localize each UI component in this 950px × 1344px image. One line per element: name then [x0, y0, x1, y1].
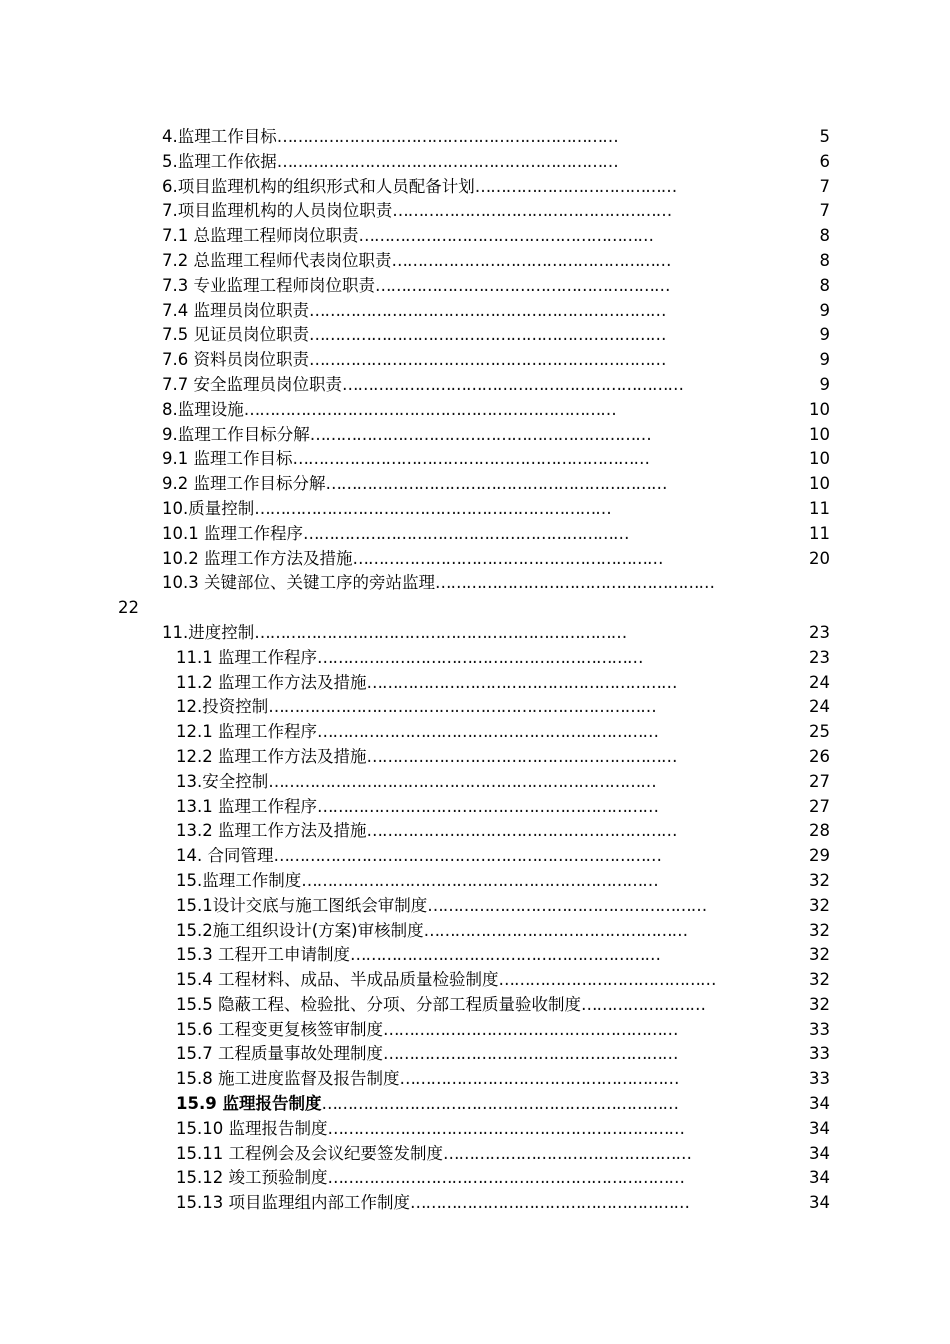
- toc-page-number: 6: [819, 151, 830, 171]
- toc-entry-title: [162, 348, 666, 373]
- toc-entry-title: [176, 720, 658, 745]
- toc-entry[interactable]: [0, 348, 950, 373]
- toc-entry-title: [162, 447, 649, 472]
- toc-page-number: 9: [819, 325, 830, 345]
- toc-entry-title: [162, 472, 667, 497]
- toc-leader-dots: ……………………………………………………………: [309, 325, 666, 345]
- toc-entry-title: [176, 919, 687, 944]
- toc-page-number: 23: [809, 647, 830, 667]
- toc-entry-label: 15.8 施工进度监督及报告制度: [176, 1069, 400, 1089]
- toc-entry[interactable]: [0, 968, 950, 993]
- toc-entry[interactable]: [0, 1142, 950, 1167]
- toc-leader-dots: ………………………………………………: [392, 201, 672, 221]
- toc-leader-dots: ………………………………………………: [434, 573, 714, 593]
- toc-entry-label: 13.安全控制: [176, 771, 269, 791]
- toc-entry[interactable]: [0, 646, 950, 671]
- toc-entry[interactable]: [0, 1042, 950, 1067]
- toc-leader-dots: ……………………………………………: [423, 920, 688, 940]
- toc-entry-title: [162, 199, 671, 224]
- toc-entry-label: 7.4 监理员岗位职责: [162, 300, 309, 320]
- toc-entry-label: 12.1 监理工作程序: [176, 722, 317, 742]
- toc-entry-title: [162, 249, 671, 274]
- toc-page-number: 24: [809, 672, 830, 692]
- toc-entry-title: [176, 1018, 677, 1043]
- toc-leader-dots: ……………………………………………………: [366, 672, 677, 692]
- toc-entry-title: [176, 1166, 684, 1191]
- toc-page-number: 34: [809, 1193, 830, 1213]
- toc-entry-title: [176, 671, 676, 696]
- toc-leader-dots: ……………………………………………………: [352, 548, 663, 568]
- toc-page-number: 5: [819, 127, 830, 146]
- toc-leader-dots: …………………………………………………………………: [268, 697, 656, 717]
- toc-leader-dots: ………………………………………………………………: [254, 622, 627, 642]
- toc-entry-title: [176, 1042, 677, 1067]
- toc-page-number: 32: [809, 895, 830, 915]
- toc-entry-title: [176, 745, 676, 770]
- toc-entry[interactable]: [0, 1191, 950, 1216]
- toc-leader-dots: …………………………………………: [442, 1143, 691, 1163]
- toc-entry[interactable]: [0, 720, 950, 745]
- toc-entry[interactable]: [0, 894, 950, 919]
- toc-entry[interactable]: [0, 621, 950, 646]
- toc-leader-dots: ……………………………………………………………: [309, 350, 666, 370]
- toc-entry-title: [176, 1142, 691, 1167]
- toc-entry[interactable]: [0, 571, 950, 596]
- toc-leader-dots: …………………………………………………………: [309, 424, 651, 444]
- toc-page-number: 11: [809, 498, 830, 518]
- toc-leader-dots: ……………………: [580, 994, 705, 1014]
- toc-entry-title: [162, 150, 618, 175]
- toc-entry[interactable]: [0, 522, 950, 547]
- toc-leader-dots: ………………………………………………: [399, 1069, 679, 1089]
- toc-leader-dots: ……………………………………………………………: [327, 1118, 684, 1138]
- toc-leader-dots: ……………………………………………………: [366, 746, 677, 766]
- toc-entry[interactable]: [0, 497, 950, 522]
- toc-entry-label: 15.11 工程例会及会议纪要签发制度: [176, 1143, 443, 1163]
- toc-entry-label: 15.10 监理报告制度: [176, 1118, 328, 1138]
- toc-page-number: 33: [809, 1069, 830, 1089]
- toc-leader-dots: ……………………………………: [498, 970, 716, 990]
- toc-entry-label: 15.9 监理报告制度: [176, 1094, 322, 1114]
- toc-leader-dots: …………………………………………………: [382, 1019, 678, 1039]
- toc-page-number: 8: [819, 250, 830, 270]
- toc-page-number: 24: [809, 697, 830, 717]
- toc-leader-dots: …………………………………………………: [358, 226, 653, 246]
- toc-leader-dots: ………………………………………………: [391, 250, 671, 270]
- toc-entry-title: [176, 1117, 684, 1142]
- toc-page-number: 7: [819, 201, 830, 221]
- toc-page-number: 29: [809, 846, 830, 866]
- toc-entry[interactable]: [0, 125, 950, 150]
- toc-leader-dots: ……………………………………………………: [366, 821, 677, 841]
- toc-entry[interactable]: [0, 671, 950, 696]
- toc-leader-dots: ………………………………………………………: [316, 647, 643, 667]
- toc-leader-dots: …………………………………………………………: [325, 474, 667, 494]
- toc-leader-dots: …………………………………………………: [375, 275, 670, 295]
- toc-entry-label: 11.1 监理工作程序: [176, 647, 317, 667]
- toc-entry[interactable]: [0, 150, 950, 175]
- toc-entry-label: 9.监理工作目标分解: [162, 424, 310, 444]
- toc-entry-label: 13.1 监理工作程序: [176, 796, 317, 816]
- toc-page-number: 32: [809, 994, 830, 1014]
- toc-entry-title: [162, 125, 618, 150]
- toc-page-number: 27: [809, 771, 830, 791]
- toc-entry[interactable]: [0, 398, 950, 423]
- toc-leader-dots: ……………………………………………………………: [309, 300, 666, 320]
- toc-leader-dots: ……………………………………………………………: [321, 1094, 678, 1114]
- toc-entry[interactable]: [0, 175, 950, 200]
- toc-entry-label: 15.6 工程变更复核签审制度: [176, 1019, 383, 1039]
- toc-entry-title: [176, 646, 642, 671]
- toc-leader-dots: …………………………………………………………: [316, 796, 658, 816]
- toc-page-number: 9: [819, 350, 830, 370]
- toc-entry-title: [162, 621, 626, 646]
- toc-entry-label: 8.监理设施: [162, 399, 244, 419]
- toc-entry-label: 15.12 竣工预验制度: [176, 1168, 328, 1188]
- toc-entry-label: 9.1 监理工作目标: [162, 449, 293, 469]
- toc-entry-title: [176, 869, 658, 894]
- toc-page-number-wrapped: 22: [118, 598, 139, 618]
- toc-entry-label: 7.3 专业监理工程师岗位职责: [162, 275, 375, 295]
- toc-entry[interactable]: [0, 199, 950, 224]
- toc-leader-dots: …………………………………………………………: [316, 722, 658, 742]
- table-of-contents: [0, 125, 950, 1216]
- toc-entry-title: [176, 993, 705, 1018]
- toc-page-number: 10: [809, 399, 830, 419]
- toc-leader-dots: ……………………………………………………………: [301, 870, 658, 890]
- toc-entry-label: 10.1 监理工作程序: [162, 523, 303, 543]
- toc-entry-label: 6.项目监理机构的组织形式和人员配备计划: [162, 176, 475, 196]
- toc-entry-label: 15.1设计交底与施工图纸会审制度: [176, 895, 428, 915]
- toc-leader-dots: ………………………………………………: [427, 895, 707, 915]
- toc-leader-dots: ……………………………………………………………: [292, 449, 649, 469]
- toc-entry-title: [176, 1092, 678, 1117]
- toc-page-number: 10: [809, 424, 830, 444]
- toc-entry-title: [176, 1067, 678, 1092]
- toc-entry[interactable]: [0, 943, 950, 968]
- toc-page-number: 11: [809, 523, 830, 543]
- toc-entry-title: [162, 274, 670, 299]
- toc-page-number: 23: [809, 622, 830, 642]
- toc-entry-label: 15.2施工组织设计(方案)审核制度: [176, 920, 424, 940]
- toc-entry-label: 7.1 总监理工程师岗位职责: [162, 226, 359, 246]
- toc-entry[interactable]: [0, 795, 950, 820]
- toc-entry[interactable]: [0, 472, 950, 497]
- toc-entry[interactable]: [0, 869, 950, 894]
- toc-leader-dots: ……………………………………………………………: [254, 498, 611, 518]
- toc-entry-label: 7.5 见证员岗位职责: [162, 325, 309, 345]
- toc-entry[interactable]: [0, 819, 950, 844]
- toc-leader-dots: ……………………………………………………………: [327, 1168, 684, 1188]
- toc-page-number: 8: [819, 226, 830, 246]
- toc-entry-label: 12.投资控制: [176, 697, 269, 717]
- toc-entry-title: [162, 175, 676, 200]
- toc-entry[interactable]: [0, 844, 950, 869]
- toc-entry[interactable]: [0, 745, 950, 770]
- toc-leader-dots: …………………………………………………………………: [268, 771, 656, 791]
- toc-page-number: 32: [809, 920, 830, 940]
- toc-entry[interactable]: [0, 249, 950, 274]
- toc-entry-label: 7.项目监理机构的人员岗位职责: [162, 201, 393, 221]
- toc-leader-dots: …………………………………: [474, 176, 677, 196]
- toc-entry-title: [176, 1191, 689, 1216]
- toc-entry-title: [176, 770, 656, 795]
- toc-leader-dots: …………………………………………………………………: [273, 846, 661, 866]
- toc-page-number: 10: [809, 474, 830, 494]
- toc-entry-title: [176, 695, 656, 720]
- toc-page-number: 20: [809, 548, 830, 568]
- toc-entry-label: 15.4 工程材料、成品、半成品质量检验制度: [176, 970, 499, 990]
- toc-leader-dots: ………………………………………………………………: [243, 399, 616, 419]
- toc-page-number: 32: [809, 870, 830, 890]
- toc-page-number: 10: [809, 449, 830, 469]
- toc-entry-label: 15.监理工作制度: [176, 870, 302, 890]
- toc-entry-title: [176, 968, 715, 993]
- toc-entry[interactable]: [0, 547, 950, 572]
- toc-entry-title: [176, 844, 661, 869]
- toc-leader-dots: ………………………………………………: [409, 1193, 689, 1213]
- toc-entry-title: [176, 795, 658, 820]
- toc-leader-dots: ………………………………………………………: [302, 523, 629, 543]
- toc-page-number: 34: [809, 1094, 830, 1114]
- toc-leader-dots: ……………………………………………………: [349, 945, 660, 965]
- toc-page-number: 26: [809, 746, 830, 766]
- toc-entry-label: 11.2 监理工作方法及措施: [176, 672, 367, 692]
- toc-leader-dots: …………………………………………………………: [276, 127, 618, 146]
- toc-page-number: 32: [809, 945, 830, 965]
- toc-page-number: 27: [809, 796, 830, 816]
- toc-entry-label: 10.3 关键部位、关键工序的旁站监理: [162, 573, 435, 593]
- toc-entry-title: [162, 398, 616, 423]
- toc-entry-label: 9.2 监理工作目标分解: [162, 474, 326, 494]
- toc-entry-label: 7.7 安全监理员岗位职责: [162, 374, 342, 394]
- toc-page-number: 32: [809, 970, 830, 990]
- toc-entry[interactable]: [0, 1018, 950, 1043]
- toc-page-number: 25: [809, 722, 830, 742]
- toc-entry-title: [162, 571, 714, 596]
- toc-entry[interactable]: [0, 423, 950, 448]
- toc-entry[interactable]: [0, 1117, 950, 1142]
- toc-entry-label: 11.进度控制: [162, 622, 255, 642]
- toc-entry-title: [162, 323, 666, 348]
- toc-entry[interactable]: [0, 919, 950, 944]
- toc-entry-label: 15.3 工程开工申请制度: [176, 945, 350, 965]
- toc-leader-dots: …………………………………………………………: [276, 151, 618, 171]
- toc-entry-label: 15.13 项目监理组内部工作制度: [176, 1193, 410, 1213]
- toc-entry[interactable]: [0, 695, 950, 720]
- toc-entry-label: 4.监理工作目标: [162, 127, 277, 146]
- toc-entry-title: [176, 894, 706, 919]
- toc-entry-title: [162, 497, 611, 522]
- toc-entry[interactable]: [0, 1067, 950, 1092]
- toc-entry-title: [176, 819, 676, 844]
- toc-entry-title: [162, 423, 651, 448]
- toc-entry-title: [162, 522, 628, 547]
- toc-entry[interactable]: [0, 299, 950, 324]
- toc-entry[interactable]: [0, 770, 950, 795]
- toc-entry-label: 12.2 监理工作方法及措施: [176, 746, 367, 766]
- toc-page-number: 34: [809, 1143, 830, 1163]
- toc-entry[interactable]: [0, 373, 950, 398]
- toc-entry-label: 15.5 隐蔽工程、检验批、分项、分部工程质量验收制度: [176, 994, 581, 1014]
- toc-page-number: 7: [819, 176, 830, 196]
- toc-entry-label: 13.2 监理工作方法及措施: [176, 821, 367, 841]
- toc-page-number: 9: [819, 300, 830, 320]
- toc-entry-label: 7.2 总监理工程师代表岗位职责: [162, 250, 392, 270]
- toc-entry-title: [162, 299, 666, 324]
- toc-entry-title: [162, 547, 662, 572]
- toc-page-number: 33: [809, 1019, 830, 1039]
- toc-page-number: 8: [819, 275, 830, 295]
- toc-leader-dots: …………………………………………………: [382, 1044, 678, 1064]
- toc-entry[interactable]: [0, 1092, 950, 1117]
- toc-entry[interactable]: [0, 447, 950, 472]
- toc-entry-label: 14. 合同管理: [176, 846, 274, 866]
- toc-entry-label: 15.7 工程质量事故处理制度: [176, 1044, 383, 1064]
- toc-entry[interactable]: [0, 993, 950, 1018]
- toc-entry-title: [162, 373, 683, 398]
- toc-entry[interactable]: [0, 274, 950, 299]
- toc-page-number: 33: [809, 1044, 830, 1064]
- toc-entry-title: [176, 943, 660, 968]
- toc-entry[interactable]: [0, 224, 950, 249]
- toc-page-number: 34: [809, 1118, 830, 1138]
- toc-entry-label: 5.监理工作依据: [162, 151, 277, 171]
- toc-leader-dots: …………………………………………………………: [342, 374, 683, 394]
- toc-page-number: 9: [819, 374, 830, 394]
- toc-entry[interactable]: [0, 1166, 950, 1191]
- toc-page-number: 34: [809, 1168, 830, 1188]
- toc-entry-label: 10.质量控制: [162, 498, 255, 518]
- toc-entry-label: 10.2 监理工作方法及措施: [162, 548, 353, 568]
- toc-page-number: 28: [809, 821, 830, 841]
- toc-entry-label: 7.6 资料员岗位职责: [162, 350, 309, 370]
- toc-entry[interactable]: [0, 323, 950, 348]
- toc-entry-title: [162, 224, 653, 249]
